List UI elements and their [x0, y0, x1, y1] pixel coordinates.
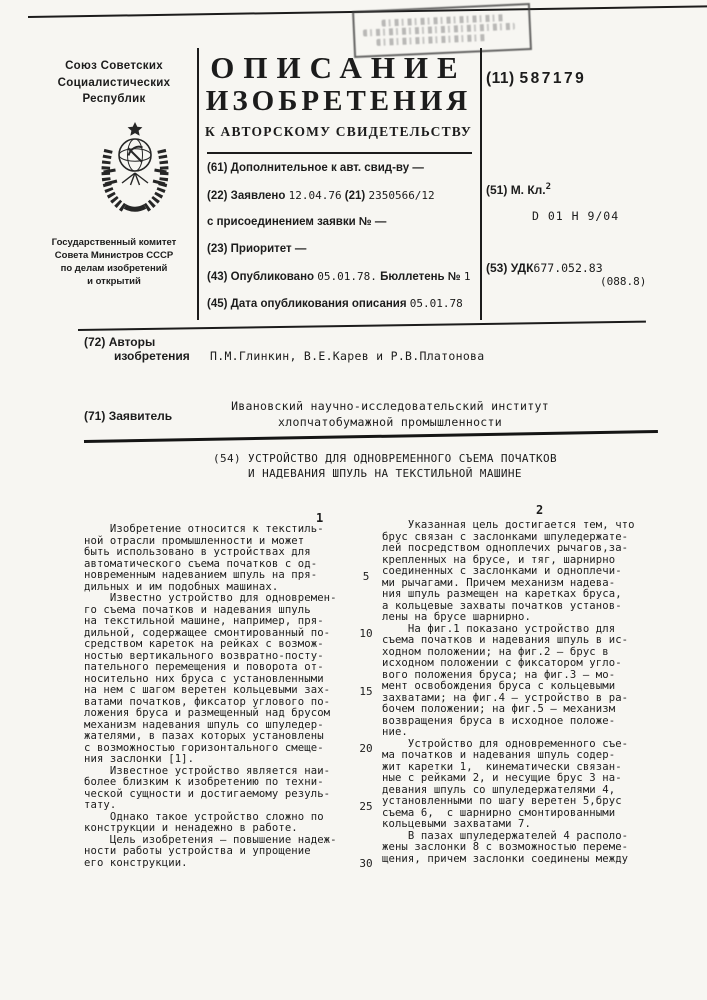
- section-divider-rule: [78, 321, 646, 332]
- publication-number-value: 587179: [519, 70, 587, 87]
- body-column-2: Указанная цель достигается тем, что брус связан с заслонками шпуледержате- лей посредством одноплечих рычагов,за- крепленных на брусе, и тяг, шарнирно соединенных с заслонками и одноплечи- ми рычагами. Причем механизм надева- ния шпуль размещен на каретках бруса, а кольцевые захваты початков установ- лены на брусе шарнирно. На фиг.1 показано устройство для съема початков и надевания шпуль в ис- ходном положении; на фиг.2 — брус в исходном положении с фиксатором угло- вого положения бруса; на фиг.3 — мо- мент освобождения бруса с кольцевыми захватами; на фиг.4 — устройство в ра- бочем положении; на фиг.5 — механизм возвращения бруса в исходное положе- ние. Устройство для одновременного съе- ма початков и надевания шпуль содер- жит каретки 1, кинематически связан- ные с рейками 2, и несущие брус 3 на- девания шпуль со шпуледержателями 4, установленными по шагу веретен 5,брус съема 6, с шарнирно смонтированными кольцевыми захватами 7. В пазах шпуледержателей 4 располо- жены заслонки 8 с возможностью переме- щения, причем заслонки соединены между: [382, 519, 635, 865]
- state-committee-line: по делам изобретений: [60, 263, 168, 274]
- field-value: 2350566/12: [368, 189, 435, 202]
- udc-value-secondary: (088.8): [600, 275, 647, 288]
- document-subtitle: К АВТОРСКОМУ СВИДЕТЕЛЬСТВУ: [204, 124, 472, 139]
- udc-value: 677.052.83: [533, 261, 603, 275]
- applicant-value-line: хлопчатобумажной промышленности: [278, 415, 502, 429]
- field-label: Приоритет: [230, 243, 292, 255]
- authors-label-line2: изобретения: [114, 348, 190, 363]
- union-name-line: Социалистических: [57, 76, 171, 89]
- column-number-1: 1: [316, 511, 324, 525]
- state-committee-line: Государственный комитет: [51, 237, 177, 248]
- field-code: (53): [486, 261, 508, 275]
- body-column-1: Изобретение относится к текстиль- ной отрасли промышленности и может быть использовано в устройствах для автоматического съема початков с од- новременным надеванием шпуль на пря- дильных и им подобных машинах. Известно устройство для одновремен- го съема початков и надевания шпуль на текстильной машине, например, пря- дильной, содержащее смонтированный по- средством кареток на рейках с возмож- ностью вертикального возвратно-посту- пательного перемещения и поворота от- носительно них бруса с установленными на нем с шагом веретен кольцевыми зах- ватами початков, фиксатор углового по- ложения бруса и размещенный над брусом механизм надевания шпуль со шпуледер- жателями, в пазах которых установлены с возможностью горизонтального смеще- ния заслонки [1]. Известное устройство является наи- более близким к изобретению по техни- ческой сущности и достигаемому резуль- тату. Однако такое устройство сложно по конструкции и ненадежно в работе. Цель изобретения — повышение надеж- ности работы устройства и упрощение его конструкции.: [84, 523, 337, 869]
- field-code: (61): [207, 162, 228, 174]
- subtitle-underline: [207, 152, 472, 154]
- field-code: (71): [84, 409, 106, 423]
- field-code: (22): [207, 190, 228, 202]
- field-value: 05.01.78.: [317, 270, 377, 283]
- field-label: Заявлено: [230, 190, 286, 202]
- document-title-line2: ИЗОБРЕТЕНИЯ: [205, 85, 472, 117]
- field-value: 1: [463, 270, 471, 283]
- applicant-value: [210, 398, 570, 430]
- publication-number: [486, 70, 586, 88]
- field-22: [207, 189, 479, 202]
- header-vertical-rule-right: [480, 48, 482, 320]
- field-code: (45): [207, 298, 228, 310]
- ipc-class-value: D 01 H 9/04: [532, 209, 620, 223]
- field-value: 05.01.78: [409, 297, 463, 310]
- field-value: —: [412, 162, 424, 174]
- field-label: Дополнительное к авт. свид-ву: [230, 162, 410, 174]
- field-code: (11): [486, 70, 515, 87]
- union-name: [30, 58, 198, 108]
- invention-title-line2: И НАДЕВАНИЯ ШПУЛЬ НА ТЕКСТИЛЬНОЙ МАШИНЕ: [248, 467, 522, 480]
- line-number: 15: [359, 685, 373, 698]
- field-code: (43): [207, 271, 228, 283]
- field-code: (21): [344, 190, 366, 202]
- ussr-coat-of-arms-icon: [93, 120, 177, 212]
- field-label: УДК: [510, 261, 534, 275]
- field-51: [486, 182, 551, 197]
- field-label: Опубликовано: [230, 271, 315, 283]
- field-code: (23): [207, 243, 228, 255]
- field-attached-application: [207, 216, 479, 228]
- authors-label-line1: Авторы: [108, 335, 156, 349]
- state-committee: [26, 236, 202, 288]
- invention-title-line1: (54) УСТРОЙСТВО ДЛЯ ОДНОВРЕМЕННОГО СЪЕМА ПОЧАТКОВ: [212, 452, 558, 465]
- field-61: [207, 162, 479, 174]
- line-number: 20: [359, 742, 373, 755]
- union-name-line: Союз Советских: [65, 60, 163, 72]
- field-43: [207, 270, 479, 283]
- class-edition-superscript: 2: [545, 182, 552, 192]
- stamp-smudge-line: [376, 33, 487, 45]
- authors-value: П.М.Глинкин, В.Е.Карев и Р.В.Платонова: [210, 349, 485, 363]
- field-code: (51): [486, 183, 508, 197]
- applicant-value-line: Ивановский научно-исследовательский институт: [231, 399, 549, 413]
- line-number: 30: [359, 857, 373, 870]
- field-label: Бюллетень №: [380, 271, 461, 283]
- field-value: —: [374, 216, 387, 228]
- document-title-line1: ОПИСАНИЕ: [210, 50, 467, 85]
- field-label: Дата опубликования описания: [230, 298, 407, 310]
- field-53: [486, 261, 603, 275]
- line-number: 10: [359, 627, 373, 640]
- applicant-label: [84, 409, 172, 423]
- field-45: [207, 297, 479, 310]
- field-label: М. Кл.: [510, 183, 546, 197]
- field-23: [207, 243, 479, 255]
- state-committee-line: и открытий: [87, 276, 141, 287]
- union-name-line: Республик: [82, 93, 146, 105]
- authors-label: [84, 336, 190, 363]
- applicant-label-text: Заявитель: [108, 409, 173, 423]
- field-label: с присоединением заявки №: [207, 216, 372, 228]
- line-number: 5: [362, 570, 370, 583]
- field-value: 12.04.76: [288, 189, 342, 202]
- heavy-divider-rule: [84, 430, 658, 443]
- column-number-2: 2: [536, 503, 544, 517]
- state-committee-line: Совета Министров СССР: [54, 250, 174, 261]
- invention-title: [170, 451, 600, 481]
- field-value: —: [294, 243, 307, 255]
- line-number: 25: [359, 800, 373, 813]
- field-code: (72): [84, 335, 106, 349]
- header-center-block: [197, 48, 480, 320]
